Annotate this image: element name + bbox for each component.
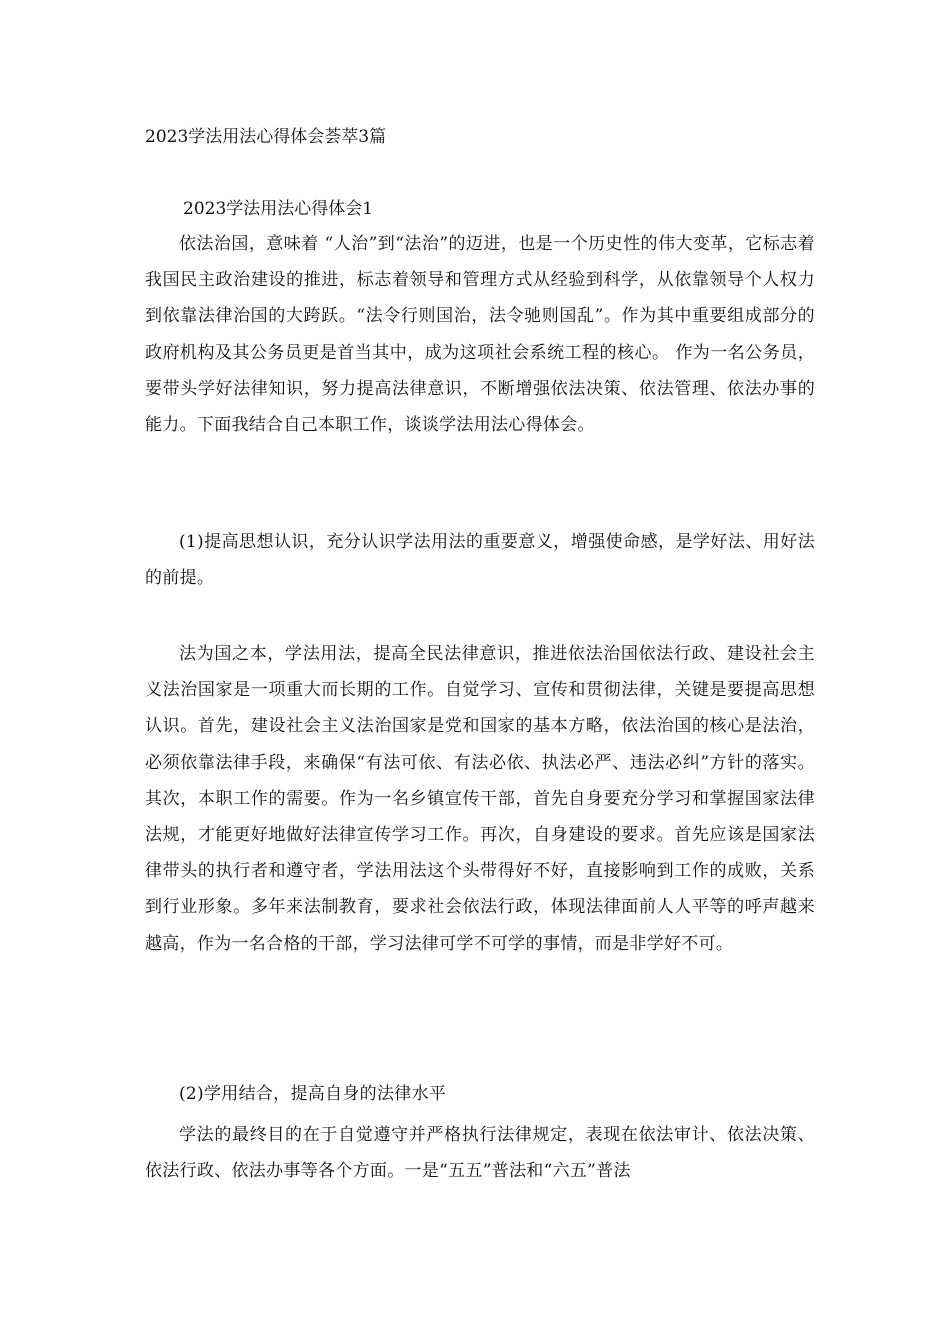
document-title: 2023学法用法心得体会荟萃3篇 — [145, 127, 387, 147]
paragraph: (1)提高思想认识，充分认识学法用法的重要意义，增强使命感，是学好法、用好法的前提。 — [145, 532, 815, 589]
paragraph: 法为国之本，学法用法，提高全民法律意识，推进依法治国依法行政、建设社会主义法治国家是一项重大而长期的工作。自觉学习、宣传和贯彻法律，关键是要提高思想认识。首先，建设社会主义法治国家是党和国家的基本方略，依法治国的核心是法治，必须依靠法律手段，来确保“有法可依、有法必依、执法必严、违法必纠”方针的落实。其次，本职工作的需要。作为一名乡镇宣传干部，首先自身要充分学习和掌握国家法律法规，才能更好地做好法律宣传学习工作。再次，自身建设的要求。首先应该是国家法律带头的执行者和遵守者，学法用法这个头带得好不好，直接影响到工作的成败，关系到行业形象。多年来法制教育，要求社会依法行政，体现法律面前人人平等的呼声越来越高，作为一名合格的干部，学习法律可学不可学的事情，而是非学好不可。 — [145, 644, 815, 954]
section-title: 2023学法用法心得体会1 — [183, 199, 374, 219]
paragraph: 学法的最终目的在于自觉遵守并严格执行法律规定，表现在依法审计、依法决策、依法行政、依法办事等各个方面。一是“五五”普法和“六五”普法 — [145, 1125, 815, 1182]
subheading-paragraph: (2)学用结合，提高自身的法律水平 — [179, 1084, 447, 1104]
paragraph: 依法治国，意味着 “人治”到“法治”的迈进，也是一个历史性的伟大变革，它标志着我国民主政治建设的推进，标志着领导和管理方式从经验到科学，从依靠领导个人权力到依靠法律治国的大跨跃。“法令行则国治，法令驰则国乱”。作为其中重要组成部分的政府机构及其公务员更是首当其中，成为这项社会系统工程的核心。 作为一名公务员，要带头学好法律知识，努力提高法律意识，不断增强依法决策、依法管理、依法办事的能力。下面我结合自己本职工作，谈谈学法用法心得体会。 — [145, 234, 815, 436]
